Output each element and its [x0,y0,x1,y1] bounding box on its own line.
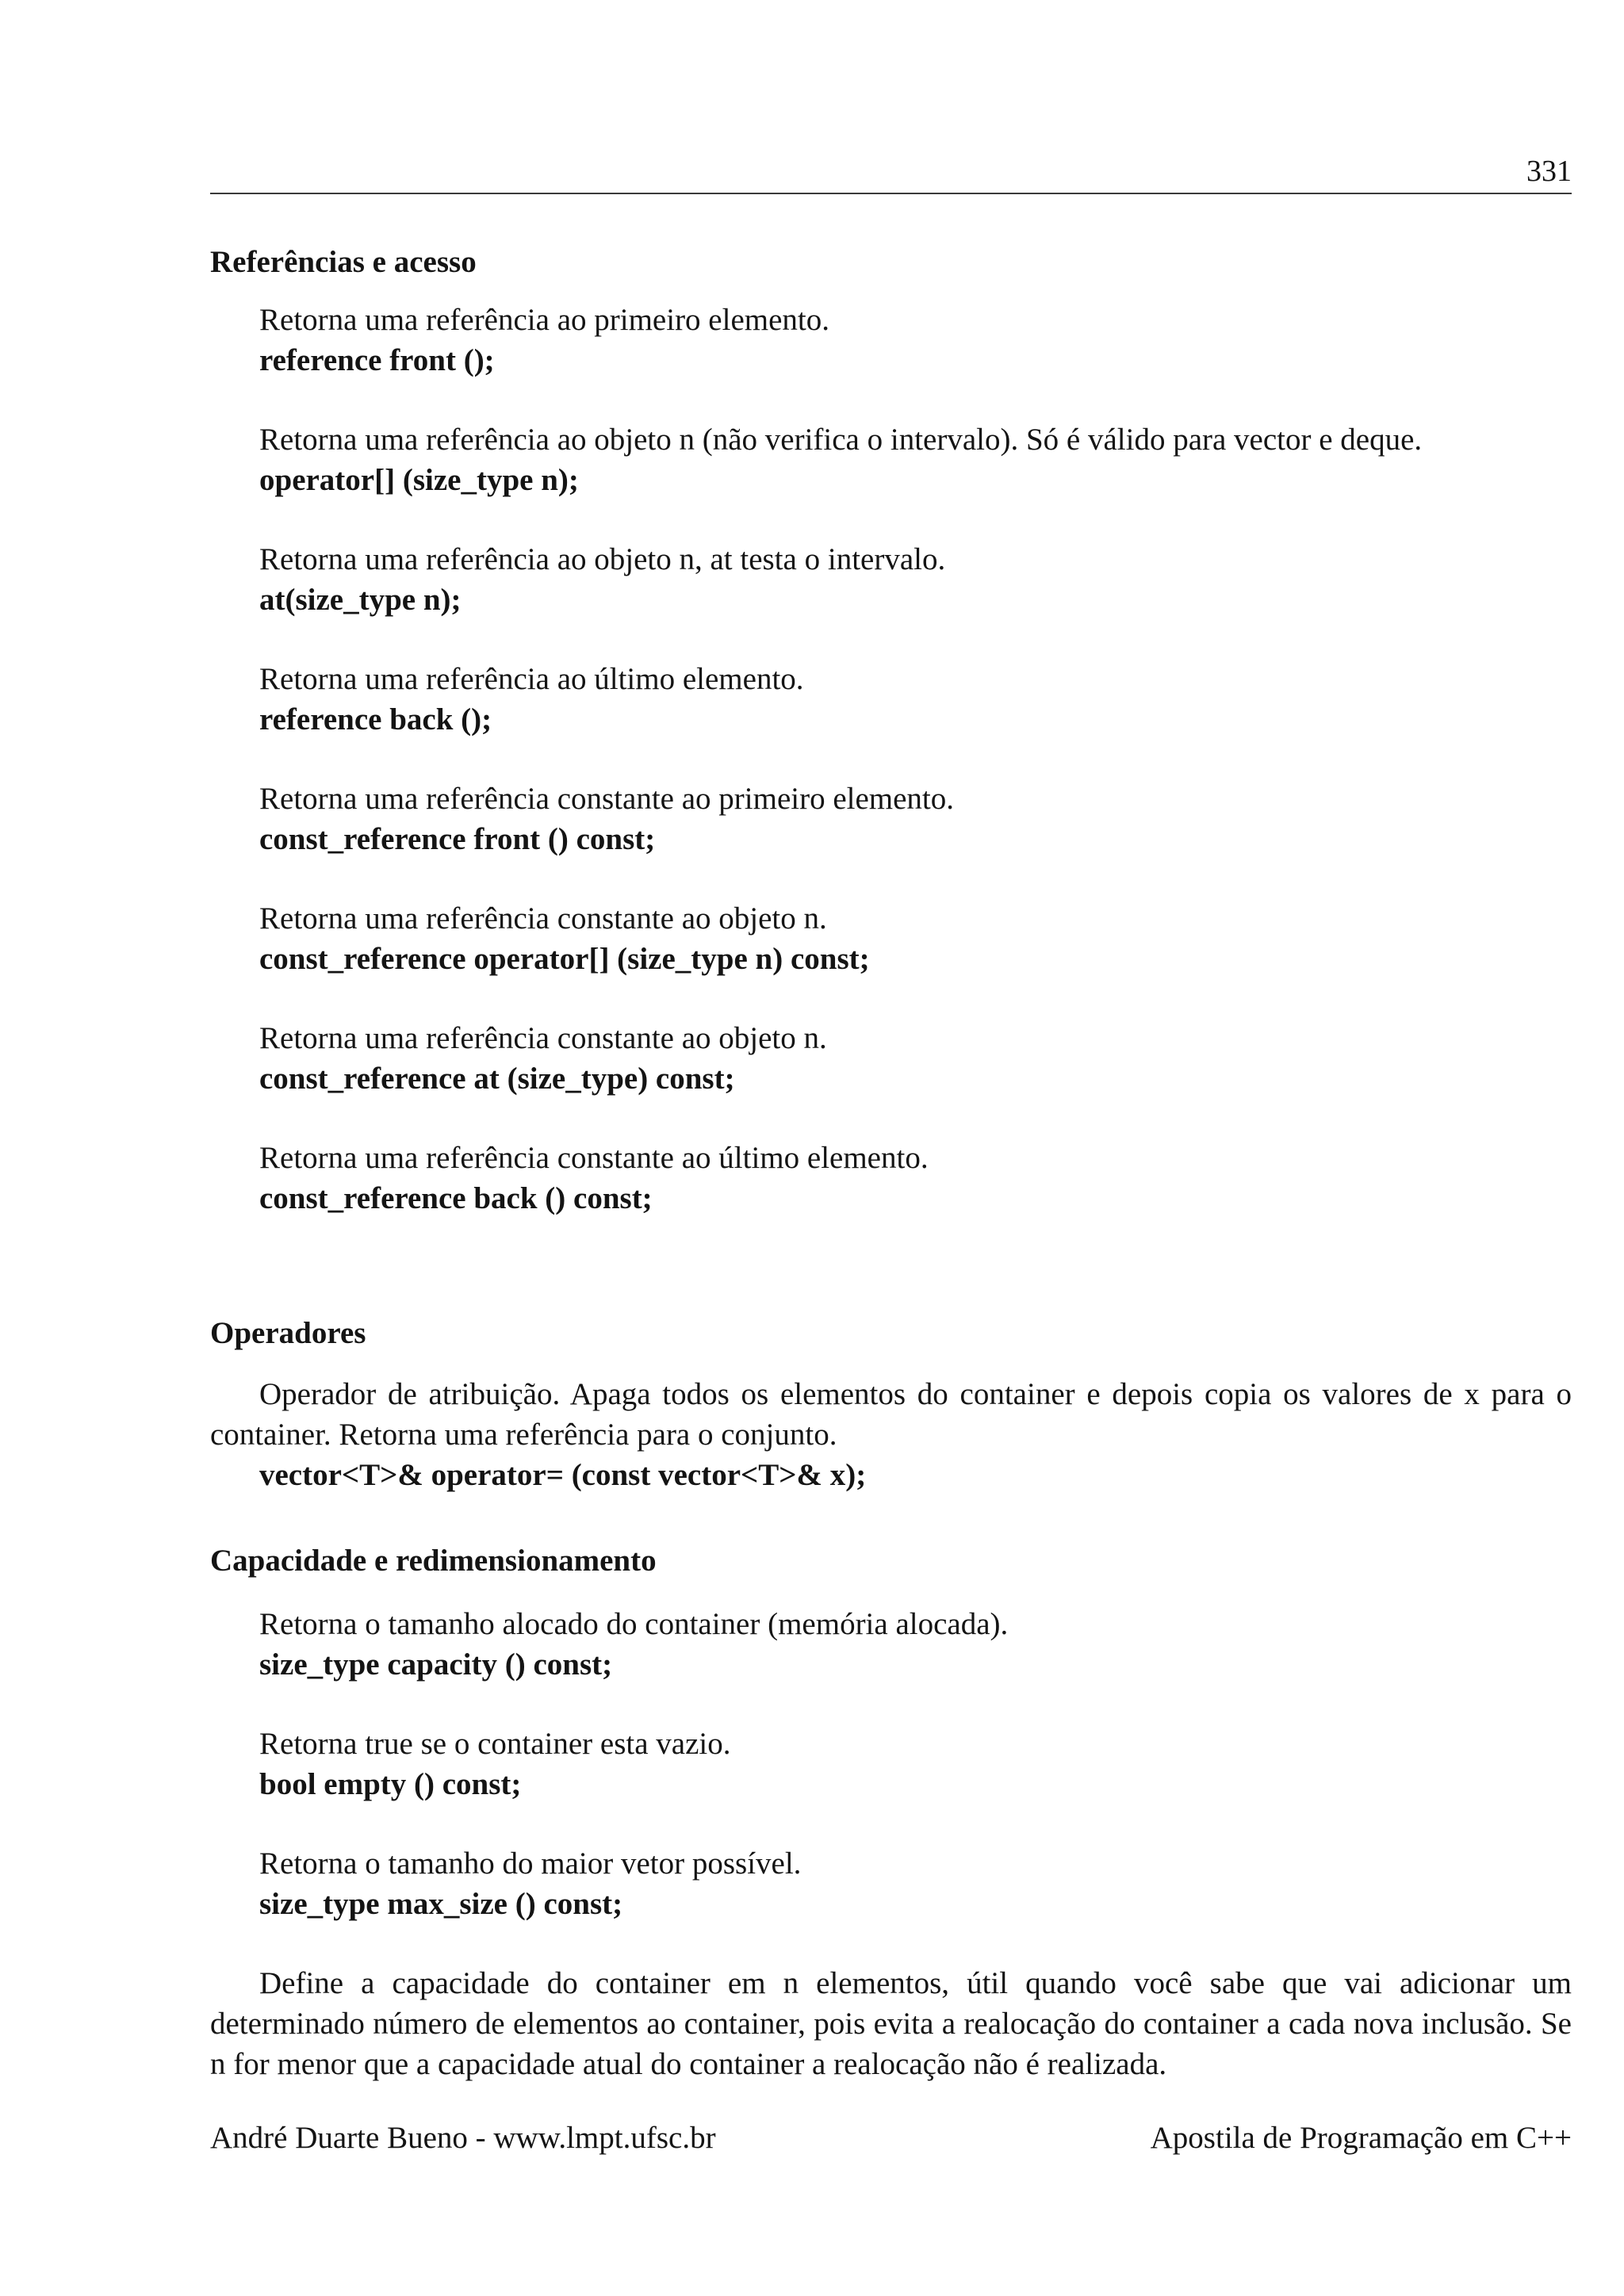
entry-signature: const_reference operator[] (size_type n) const; [259,942,870,976]
entry-signature: reference front (); [259,343,495,377]
page-number: 331 [1526,155,1572,188]
entry-front [210,300,1572,381]
entry-signature: at(size_type n); [259,583,462,617]
entry-description: Retorna uma referência constante ao primeiro elemento. [259,782,955,816]
entry-signature-assignment: vector<T>& operator= (const vector<T>& x); [259,1458,867,1492]
entry-signature: operator[] (size_type n); [259,463,579,497]
entry-signature: bool empty () const; [259,1767,522,1801]
entry-max-size [210,1843,1572,1924]
entry-empty [210,1724,1572,1804]
entry-at [210,539,1572,620]
page-content [210,242,1572,2084]
entry-back [210,659,1572,740]
operators-paragraph: Operador de atribuição. Apaga todos os elementos do container e depois copia os valores de x para o container. Retorna uma referência para o conjunto. [210,1377,1572,1452]
entry-description: Retorna uma referência ao objeto n (não verifica o intervalo). Só é válido para vector e deque. [259,423,1423,457]
entry-const-back [210,1138,1572,1219]
entry-operator-index [210,419,1572,500]
entry-description: Retorna true se o container esta vazio. [259,1727,731,1761]
entry-description: Retorna uma referência constante ao último elemento. [259,1141,929,1175]
footer-author: André Duarte Bueno - www.lmpt.ufsc.br [210,2121,716,2155]
entry-description: Retorna uma referência constante ao objeto n. [259,1021,827,1055]
entry-capacity [210,1604,1572,1685]
entry-signature: const_reference at (size_type) const; [259,1062,735,1096]
section-heading-referencias: Referências e acesso [210,245,477,279]
entry-description: Retorna uma referência ao último elemento. [259,662,804,696]
footer-title: Apostila de Programação em C++ [1150,2121,1572,2155]
entry-const-at [210,1018,1572,1099]
entry-description: Retorna uma referência constante ao objeto n. [259,901,827,936]
entry-const-front [210,779,1572,859]
section-heading-capacidade: Capacidade e redimensionamento [210,1544,657,1578]
entry-signature: reference back (); [259,702,492,737]
entry-description: Retorna uma referência ao objeto n, at testa o intervalo. [259,542,946,576]
entry-signature: size_type max_size () const; [259,1887,623,1921]
entry-description: Retorna o tamanho do maior vetor possível. [259,1846,802,1881]
entry-description: Retorna uma referência ao primeiro elemento. [259,303,829,337]
section-heading-operadores: Operadores [210,1316,366,1350]
reserve-paragraph: Define a capacidade do container em n elementos, útil quando você sabe que vai adicionar um determinado número de elementos ao container, pois evita a realocação do container a cada nova inclusão. Se n for menor que a capacidade atual do container a realocação não é realizada. [210,1966,1572,2081]
entry-signature: const_reference back () const; [259,1181,653,1215]
header-rule [210,193,1572,194]
entry-description: Retorna o tamanho alocado do container (memória alocada). [259,1607,1009,1641]
entry-signature: size_type capacity () const; [259,1647,613,1682]
entry-signature: const_reference front () const; [259,822,656,856]
entry-const-operator-index [210,898,1572,979]
